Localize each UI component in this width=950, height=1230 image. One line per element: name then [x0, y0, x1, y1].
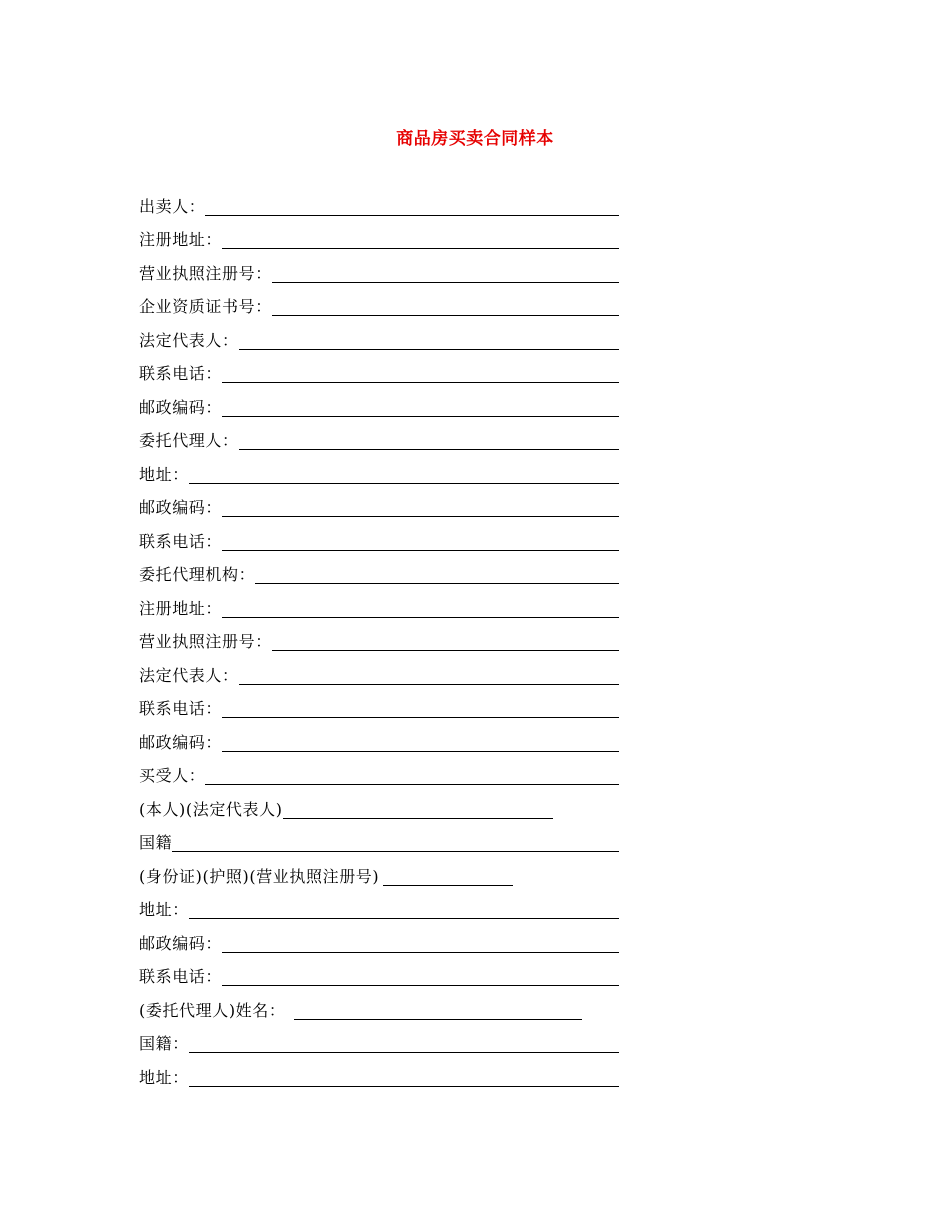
form-row-postcode [139, 390, 619, 424]
blank-line-phone [222, 366, 619, 383]
form-row-agent-address [139, 457, 619, 491]
form-row-agency-phone [139, 692, 619, 726]
form-row-agent-postcode [139, 491, 619, 525]
form-row-buyer-postcode [139, 926, 619, 960]
form-row-buyer-identity [139, 792, 619, 826]
field-label-agent-address: 地址： [139, 464, 189, 484]
blank-line-nationality [172, 835, 619, 852]
blank-line-buyer-postcode [222, 936, 619, 953]
field-label-legal-rep: 法定代表人： [139, 330, 239, 350]
blank-line-agent-postcode [222, 500, 619, 517]
blank-line-buyer-phone [222, 969, 619, 986]
field-label-phone: 联系电话： [139, 364, 223, 383]
party-info-form [139, 189, 619, 1094]
form-row-id-document [139, 859, 619, 893]
field-label-agent-phone: 联系电话： [139, 531, 223, 551]
field-label-agency: 委托代理机构： [139, 565, 256, 584]
field-label-agency-registered-address: 注册地址： [139, 598, 223, 618]
form-row-seller [139, 189, 619, 223]
form-row-agency-registered-address [139, 591, 619, 625]
blank-line-agent-address [189, 467, 619, 484]
form-row-agency-postcode [139, 725, 619, 759]
form-row-business-license [139, 256, 619, 290]
blank-line-qualification-cert [272, 299, 619, 316]
field-label-registered-address: 注册地址： [139, 230, 223, 249]
field-label-buyer: 买受人： [139, 766, 206, 785]
field-label-agent-nationality: 国籍： [139, 1034, 189, 1053]
field-label-agency-phone: 联系电话： [139, 699, 223, 718]
form-row-agency-business-license [139, 625, 619, 659]
field-label-id-document: (身份证)(护照)(营业执照注册号) [139, 866, 380, 886]
blank-line-agent-home-address [189, 1070, 619, 1087]
blank-line-id-document [383, 869, 513, 886]
form-row-legal-rep [139, 323, 619, 357]
form-row-buyer-address [139, 893, 619, 927]
field-label-buyer-phone: 联系电话： [139, 967, 223, 986]
blank-line-agency-legal-rep [239, 668, 619, 685]
form-row-phone [139, 357, 619, 391]
field-label-qualification-cert: 企业资质证书号： [139, 297, 272, 316]
field-label-agent-postcode: 邮政编码： [139, 498, 223, 517]
field-label-buyer-identity: (本人)(法定代表人) [139, 799, 283, 819]
blank-line-agent-phone [222, 534, 619, 551]
form-row-buyer [139, 759, 619, 793]
form-row-agency [139, 558, 619, 592]
form-row-agent-home-address [139, 1060, 619, 1094]
field-label-agency-business-license: 营业执照注册号： [139, 632, 272, 651]
field-label-agent: 委托代理人： [139, 431, 239, 450]
field-label-agency-postcode: 邮政编码： [139, 732, 223, 752]
field-label-seller: 出卖人： [139, 196, 206, 216]
blank-line-agency-registered-address [222, 601, 619, 618]
form-row-agent-phone [139, 524, 619, 558]
form-row-agent-nationality [139, 1027, 619, 1061]
blank-line-agency-postcode [222, 735, 619, 752]
blank-line-agent [239, 433, 619, 450]
form-row-registered-address [139, 223, 619, 257]
blank-line-postcode [222, 400, 619, 417]
form-row-agency-legal-rep [139, 658, 619, 692]
blank-line-agency-business-license [272, 634, 619, 651]
field-label-nationality: 国籍 [139, 833, 173, 852]
blank-line-buyer-identity [283, 802, 553, 819]
blank-line-agency [255, 567, 619, 584]
field-label-buyer-postcode: 邮政编码： [139, 933, 223, 953]
blank-line-agency-phone [222, 701, 619, 718]
blank-line-buyer [205, 768, 619, 785]
page-title: 商品房买卖合同样本 [396, 129, 554, 149]
form-row-nationality [139, 826, 619, 860]
field-label-agent-name: (委托代理人)姓名： [139, 1000, 286, 1020]
field-label-agent-home-address: 地址： [139, 1067, 189, 1087]
blank-line-legal-rep [239, 333, 619, 350]
form-row-agent [139, 424, 619, 458]
field-label-business-license: 营业执照注册号： [139, 263, 272, 283]
blank-line-business-license [272, 266, 619, 283]
form-row-agent-name [139, 993, 619, 1027]
form-row-buyer-phone [139, 960, 619, 994]
blank-line-buyer-address [189, 902, 619, 919]
blank-line-registered-address [222, 232, 619, 249]
field-label-buyer-address: 地址： [139, 900, 189, 919]
blank-line-agent-name [294, 1003, 582, 1020]
field-label-postcode: 邮政编码： [139, 397, 223, 417]
form-row-qualification-cert [139, 290, 619, 324]
field-label-agency-legal-rep: 法定代表人： [139, 665, 239, 685]
blank-line-seller [205, 199, 619, 216]
blank-line-agent-nationality [189, 1036, 619, 1053]
